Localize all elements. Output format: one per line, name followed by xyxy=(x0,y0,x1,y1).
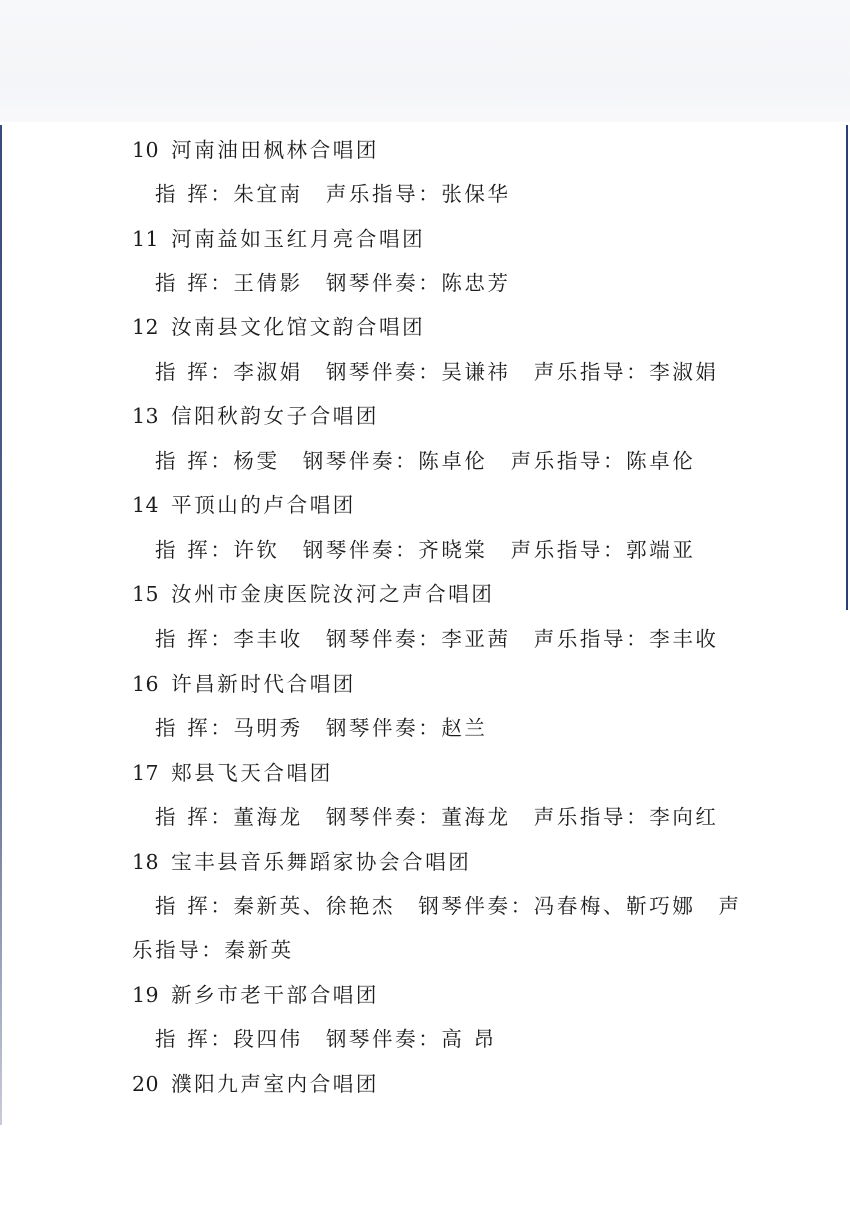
entry-details: 指 挥：许钦 钢琴伴奏：齐晓棠 声乐指导：郭端亚 xyxy=(155,538,696,562)
entry-details: 指 挥：马明秀 钢琴伴奏：赵兰 xyxy=(155,716,488,740)
entry-details: 指 挥：王倩影 钢琴伴奏：陈忠芳 xyxy=(155,271,511,295)
entry-title xyxy=(132,981,379,1009)
choir-name: 郏县飞天合唱团 xyxy=(171,761,333,785)
choir-name: 汝南县文化馆文韵合唱团 xyxy=(171,315,426,339)
entry-number: 13 xyxy=(132,404,160,428)
entry-details: 指 挥：杨雯 钢琴伴奏：陈卓伦 声乐指导：陈卓伦 xyxy=(155,449,696,473)
entry-title xyxy=(132,225,425,253)
entry-details: 指 挥：段四伟 钢琴伴奏：高 昂 xyxy=(155,1027,497,1051)
entry-number: 11 xyxy=(132,227,160,251)
choir-name: 河南油田枫林合唱团 xyxy=(171,138,379,162)
entry-number: 18 xyxy=(132,850,160,874)
entry-title xyxy=(132,313,425,341)
entry-number: 15 xyxy=(132,582,160,606)
choir-name: 濮阳九声室内合唱团 xyxy=(171,1072,379,1096)
choir-name: 河南益如玉红月亮合唱团 xyxy=(171,227,426,251)
entry-number: 10 xyxy=(132,138,160,162)
entry-number: 20 xyxy=(132,1072,160,1096)
entry-title xyxy=(132,580,495,608)
choir-name: 平顶山的卢合唱团 xyxy=(171,493,356,517)
entry-number: 12 xyxy=(132,315,160,339)
choir-name: 许昌新时代合唱团 xyxy=(171,672,356,696)
entry-title xyxy=(132,670,356,698)
entry-title xyxy=(132,848,471,876)
entry-details: 指 挥：董海龙 钢琴伴奏：董海龙 声乐指导：李向红 xyxy=(155,805,719,829)
entry-title xyxy=(132,136,379,164)
entry-details: 指 挥：李丰收 钢琴伴奏：李亚茜 声乐指导：李丰收 xyxy=(155,627,719,651)
entry-number: 16 xyxy=(132,672,160,696)
entry-details: 指 挥：朱宜南 声乐指导：张保华 xyxy=(155,182,511,206)
entry-number: 17 xyxy=(132,761,160,785)
choir-name: 新乡市老干部合唱团 xyxy=(171,983,379,1007)
entry-title xyxy=(132,402,379,430)
entry-title xyxy=(132,1070,379,1098)
entry-number: 14 xyxy=(132,493,160,517)
choir-name: 宝丰县音乐舞蹈家协会合唱团 xyxy=(171,850,472,874)
entry-details-continued: 乐指导：秦新英 xyxy=(132,938,294,962)
choir-name: 信阳秋韵女子合唱团 xyxy=(171,404,379,428)
entry-details: 指 挥：李淑娟 钢琴伴奏：吴谦祎 声乐指导：李淑娟 xyxy=(155,360,719,384)
entry-details: 指 挥：秦新英、徐艳杰 钢琴伴奏：冯春梅、靳巧娜 声 xyxy=(155,894,742,918)
entry-title xyxy=(132,759,333,787)
choir-name: 汝州市金庚医院汝河之声合唱团 xyxy=(171,582,495,606)
entry-title xyxy=(132,491,356,519)
entry-number: 19 xyxy=(132,983,160,1007)
